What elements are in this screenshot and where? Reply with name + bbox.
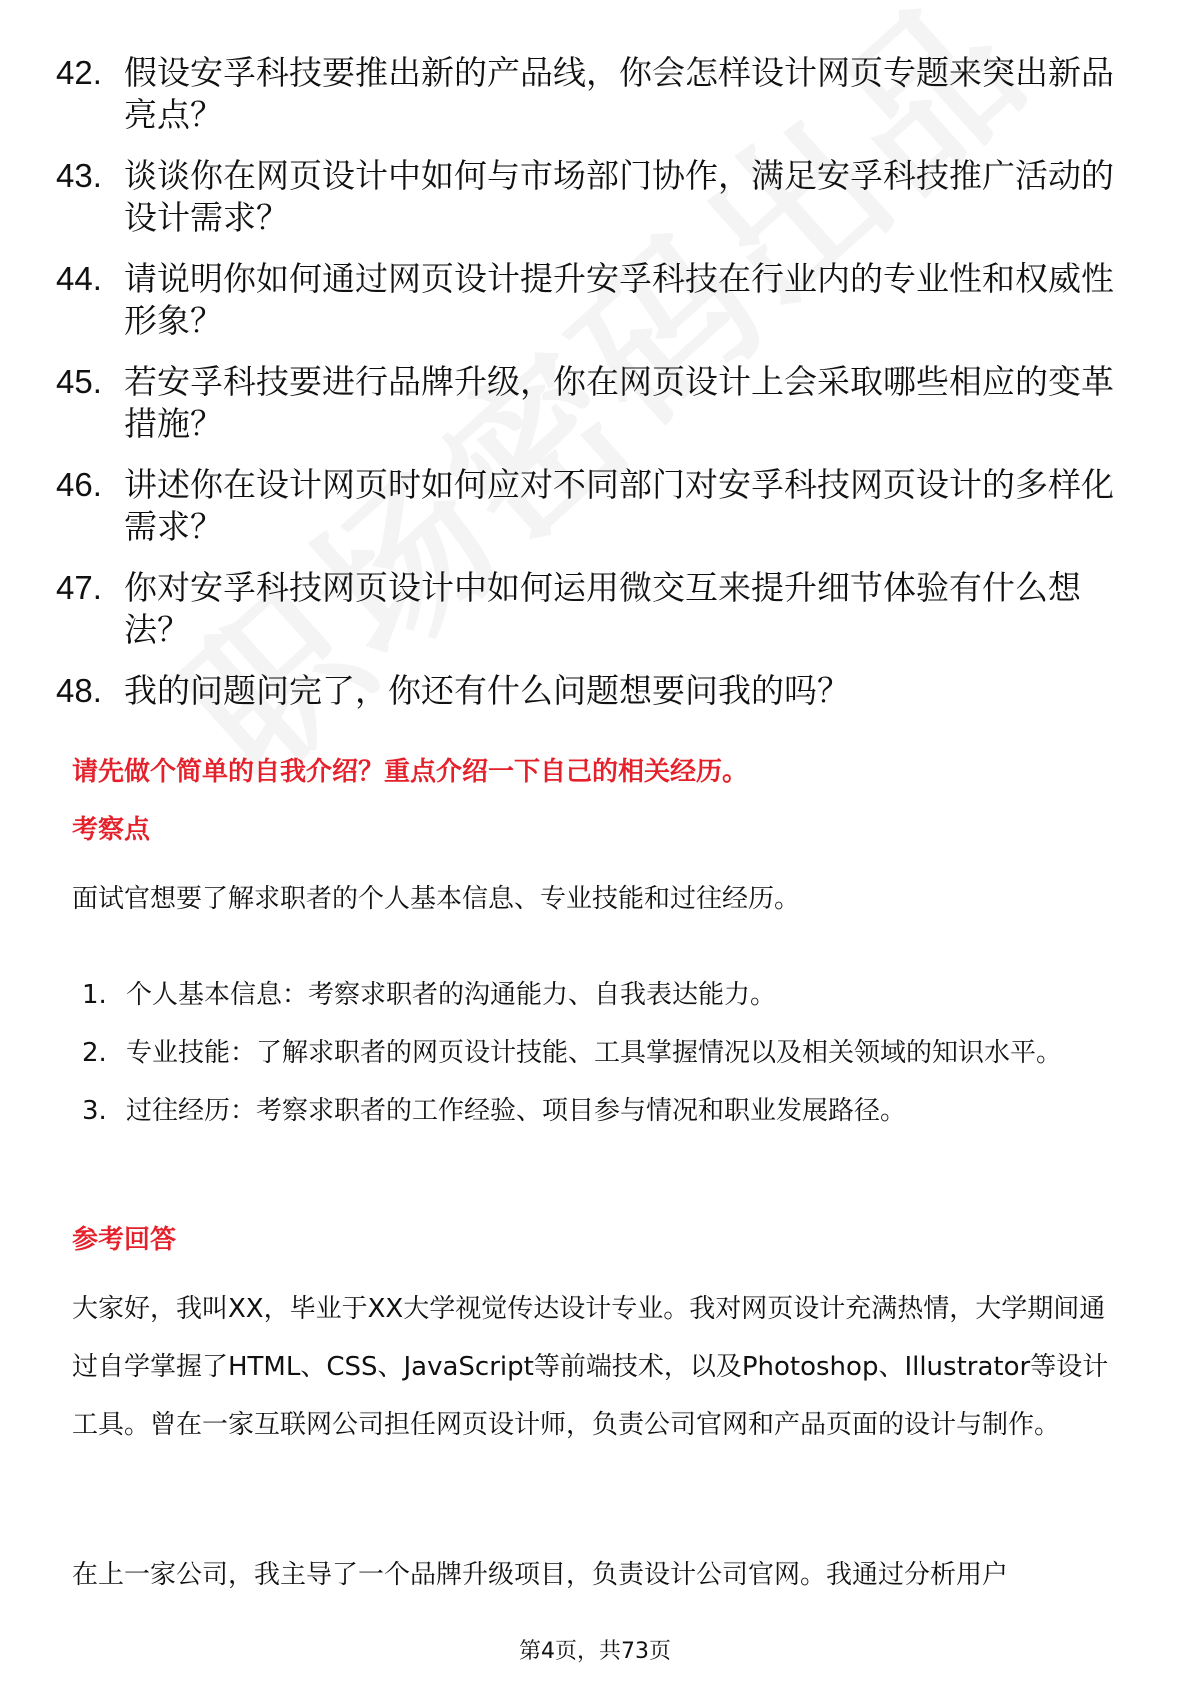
point-number: 3. <box>82 1096 107 1126</box>
list-item <box>56 670 1116 712</box>
point-number: 2. <box>82 1038 107 1068</box>
question-text: 我的问题问完了，你还有什么问题想要问我的吗？ <box>124 671 850 710</box>
question-list <box>56 52 1116 731</box>
question-text: 若安孚科技要进行品牌升级，你在网页设计上会采取哪些相应的变革措施？ <box>124 362 1114 443</box>
answer-paragraph-2: 在上一家公司，我主导了一个品牌升级项目，负责设计公司官网。我通过分析用户 <box>72 1560 1009 1590</box>
list-item <box>56 52 1116 136</box>
section-title: 请先做个简单的自我介绍？重点介绍一下自己的相关经历。 <box>72 757 749 787</box>
question-text: 假设安孚科技要推出新的产品线，你会怎样设计网页专题来突出新品亮点？ <box>124 53 1114 134</box>
answer-paragraph-1: 大家好，我叫XX，毕业于XX大学视觉传达设计专业。我对网页设计充满热情，大学期间通过自学掌握了HTML、CSS、JavaScript等前端技术，以及Photoshop、Illustrator等设计工具。曾在一家互联网公司担任网页设计师，负责公司官网和产品页面的设计与制作。 <box>72 1294 1109 1440</box>
answer-heading: 参考回答 <box>72 1225 177 1255</box>
list-item <box>82 966 1122 1024</box>
question-number: 45. <box>56 363 102 400</box>
exam-intro: 面试官想要了解求职者的个人基本信息、专业技能和过往经历。 <box>72 884 801 914</box>
page-footer: 第4页，共73页 <box>519 1639 671 1664</box>
list-item <box>82 1024 1122 1082</box>
question-text: 你对安孚科技网页设计中如何运用微交互来提升细节体验有什么想法？ <box>124 568 1081 649</box>
question-number: 48. <box>56 672 102 709</box>
exam-heading: 考察点 <box>72 815 151 845</box>
point-text: 个人基本信息：考察求职者的沟通能力、自我表达能力。 <box>126 980 777 1010</box>
question-number: 42. <box>56 54 102 91</box>
question-number: 46. <box>56 466 102 503</box>
question-text: 请说明你如何通过网页设计提升安孚科技在行业内的专业性和权威性形象？ <box>124 259 1114 340</box>
list-item <box>56 567 1116 651</box>
exam-points-list <box>82 966 1122 1140</box>
list-item <box>56 361 1116 445</box>
list-item <box>56 258 1116 342</box>
question-number: 47. <box>56 569 102 606</box>
question-number: 43. <box>56 157 102 194</box>
question-text: 谈谈你在网页设计中如何与市场部门协作，满足安孚科技推广活动的设计需求？ <box>124 156 1114 237</box>
list-item <box>82 1082 1122 1140</box>
list-item <box>56 464 1116 548</box>
question-number: 44. <box>56 260 102 297</box>
list-item <box>56 155 1116 239</box>
point-text: 专业技能：了解求职者的网页设计技能、工具掌握情况以及相关领域的知识水平。 <box>126 1038 1063 1068</box>
point-number: 1. <box>82 980 107 1010</box>
question-text: 讲述你在设计网页时如何应对不同部门对安孚科技网页设计的多样化需求？ <box>124 465 1114 546</box>
point-text: 过往经历：考察求职者的工作经验、项目参与情况和职业发展路径。 <box>126 1096 907 1126</box>
